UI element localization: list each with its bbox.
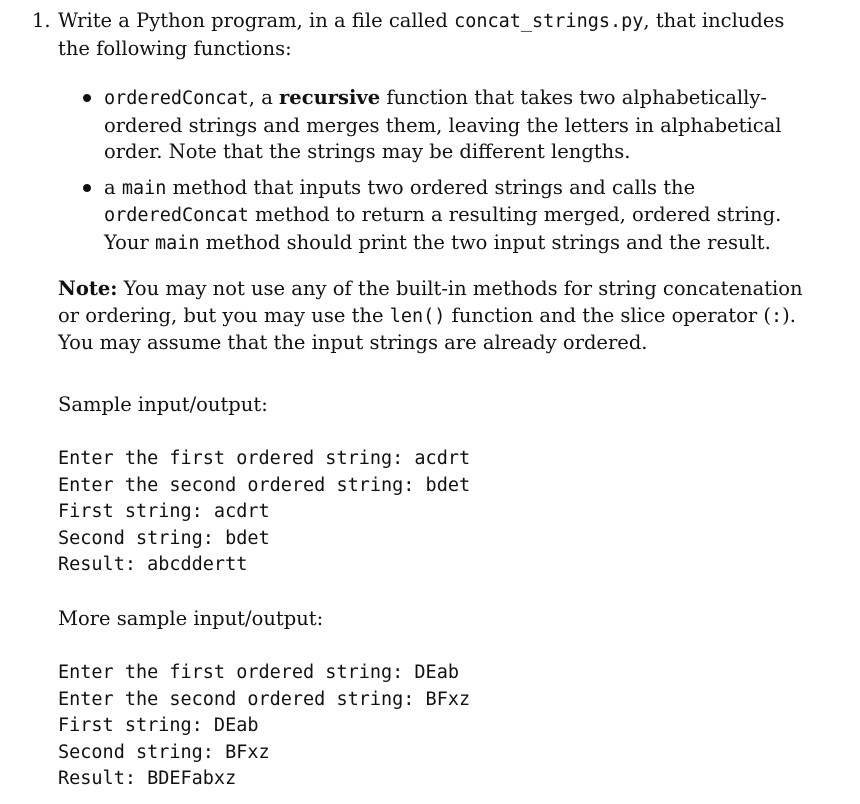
note-paragraph [58,276,810,357]
intro-text-1: Write a Python program, in a file called [58,9,455,32]
bullet-2-text-1: a [104,175,122,199]
sample-output-block [58,446,470,579]
ordered-concat-code: orderedConcat [104,205,249,226]
bullet-icon [83,184,91,192]
code-line: Enter the second ordered string: BFxz [58,688,471,710]
main-code: main [155,232,200,254]
list-item-main [80,175,810,258]
note-label: Note: [58,277,118,300]
code-line: Enter the first ordered string: DEab [58,662,459,683]
code-line: First string: DEab [58,715,259,736]
list-item-ordered-concat [80,85,810,166]
more-sample-heading: More sample input/output: [58,607,324,630]
filename-code: concat_strings.py [454,11,644,32]
bullet-2-text-4: method should print the two input strings and the result. [199,230,771,254]
bullet-1-text-2: function that takes two alphabetically-ordered strings and merges them, leaving the letters in alphabetical order. Note that the strings may be different lengths. [104,86,782,163]
intro-text-2: , that includes the following functions: [58,9,785,60]
ordered-concat-code: orderedConcat [104,88,249,109]
bullet-2-text-2: method that inputs two ordered strings and calls the [166,175,696,199]
code-line: Enter the first ordered string: acdrt [58,448,471,469]
question-number: 1. [32,9,51,32]
recursive-keyword: recursive [279,86,381,109]
bullet-1-text-1: , a [248,86,280,109]
function-list [80,85,810,266]
more-sample-output-block [58,660,470,793]
code-line: Enter the second ordered string: bdet [58,474,471,496]
note-text-1: You may not use any of the built-in methods for string concatenation or ordering, but you may use the [58,277,803,327]
bullet-icon [83,94,91,102]
code-line: Second string: BFxz [58,741,270,763]
code-line: First string: acdrt [58,501,270,522]
len-code: len() [389,305,446,327]
bullet-2-text-3: method to return a resulting merged, ordered string. Your [104,203,782,254]
main-code: main [121,177,167,199]
note-text-2: function and the slice operator ( [445,303,771,327]
code-line: Result: abcddertt [58,554,248,575]
code-line: Result: BDEFabxz [58,768,237,789]
question-intro [58,8,818,62]
slice-operator-code: : [770,305,783,327]
note-text-3: ). You may assume that the input strings are already ordered. [58,303,796,354]
code-line: Second string: bdet [58,527,270,549]
sample-heading: Sample input/output: [58,393,268,416]
